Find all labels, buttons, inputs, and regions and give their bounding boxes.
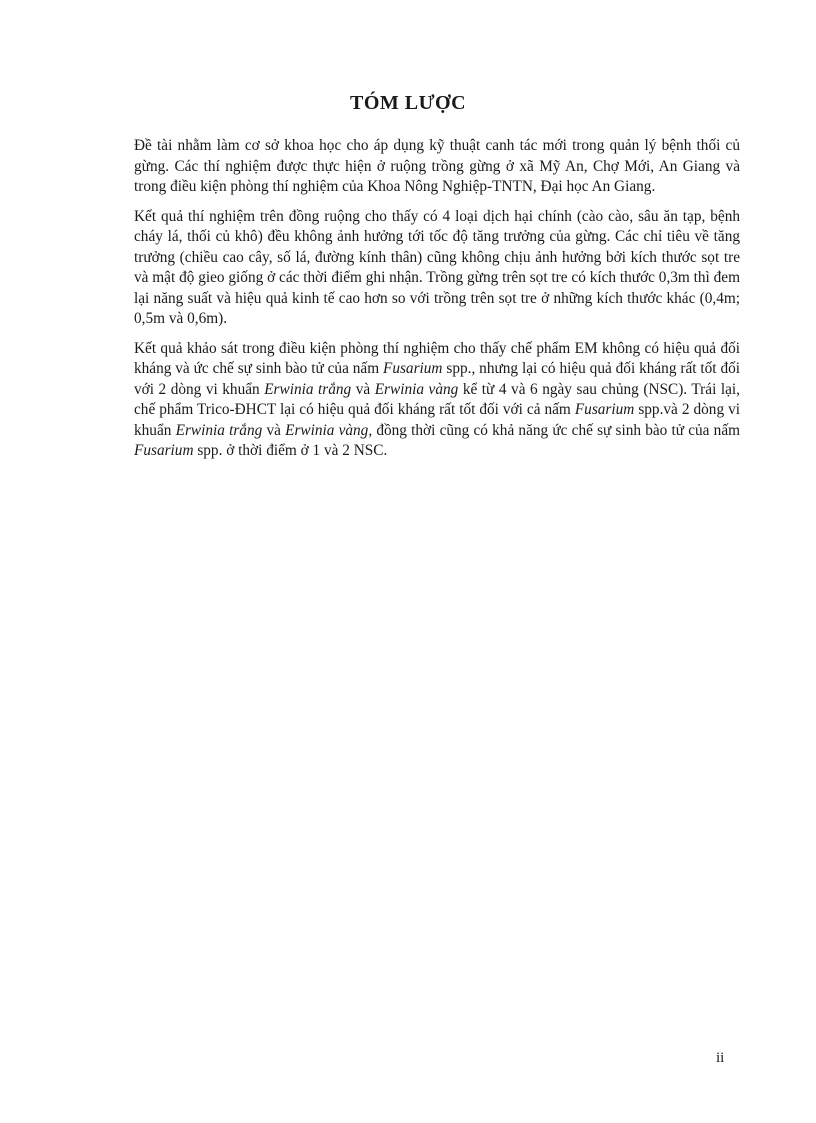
abstract-paragraph-2 bbox=[134, 207, 740, 330]
italic-term: Fusarium bbox=[382, 360, 443, 377]
text-run: đồng thời cũng có khả năng ức chế sự sinh bào tử của nấm bbox=[372, 421, 741, 439]
text-run: spp.và 2 dòng vi khuẩn bbox=[134, 401, 740, 439]
italic-term: Fusarium bbox=[574, 401, 635, 418]
italic-term: Erwinia vàng, bbox=[285, 421, 373, 439]
italic-term: Erwinia vàng bbox=[374, 380, 459, 398]
text-run: kể từ 4 và 6 ngày sau chủng (NSC). Trái lại, chế phẩm Trico-ĐHCT lại có hiệu quả đối kháng rất tốt đối với cả nấm bbox=[134, 380, 740, 418]
italic-term: Erwinia trắng bbox=[264, 380, 352, 398]
abstract-body bbox=[134, 136, 740, 471]
text-run: spp. ở thời điểm ở 1 và 2 NSC. bbox=[193, 442, 388, 459]
italic-term: Erwinia trắng bbox=[175, 421, 263, 439]
text-run: Kết quả thí nghiệm trên đồng ruộng cho thấy có 4 loại dịch hại chính (cào cào, sâu ăn tạp, bệnh cháy lá, thối củ khô) đều không ảnh hưởng tới tốc độ tăng trưởng của gừng. Các chỉ tiêu về tăng trưởng (chiều cao cây, số lá, đường kính thân) cũng không chịu ảnh hưởng bởi kích thước sọt tre và mật độ gieo giống ở các thời điểm ghi nhận. Trồng gừng trên sọt tre có kích thước 0,3m thì đem lại năng suất và hiệu quả kinh tế cao hơn so với trồng trên sọt tre ở những kích thước khác (0,4m; 0,5m và 0,6m). bbox=[134, 207, 740, 327]
page-number: ii bbox=[716, 1050, 725, 1066]
page-title: TÓM LƯỢC bbox=[349, 92, 467, 114]
text-run: và bbox=[262, 421, 286, 439]
italic-term: Fusarium bbox=[134, 442, 194, 459]
text-run: Kết quả khảo sát trong điều kiện phòng thí nghiệm cho thấy chế phẩm EM không có hiệu quả đối kháng và ức chế sự sinh bào tử của nấm bbox=[134, 339, 740, 377]
text-run: và bbox=[351, 380, 375, 398]
abstract-paragraph-1 bbox=[134, 136, 740, 198]
text-run: spp., nhưng lại có hiệu quả đối kháng rất tốt đối với 2 dòng vi khuẩn bbox=[134, 360, 740, 398]
text-run: Đề tài nhằm làm cơ sở khoa học cho áp dụng kỹ thuật canh tác mới trong quản lý bệnh thối củ gừng. Các thí nghiệm được thực hiện ở ruộng trồng gừng ở xã Mỹ An, Chợ Mới, An Giang và trong điều kiện phòng thí nghiệm của Khoa Nông Nghiệp-TNTN, Đại học An Giang. bbox=[134, 137, 740, 195]
abstract-paragraph-3 bbox=[134, 339, 740, 462]
